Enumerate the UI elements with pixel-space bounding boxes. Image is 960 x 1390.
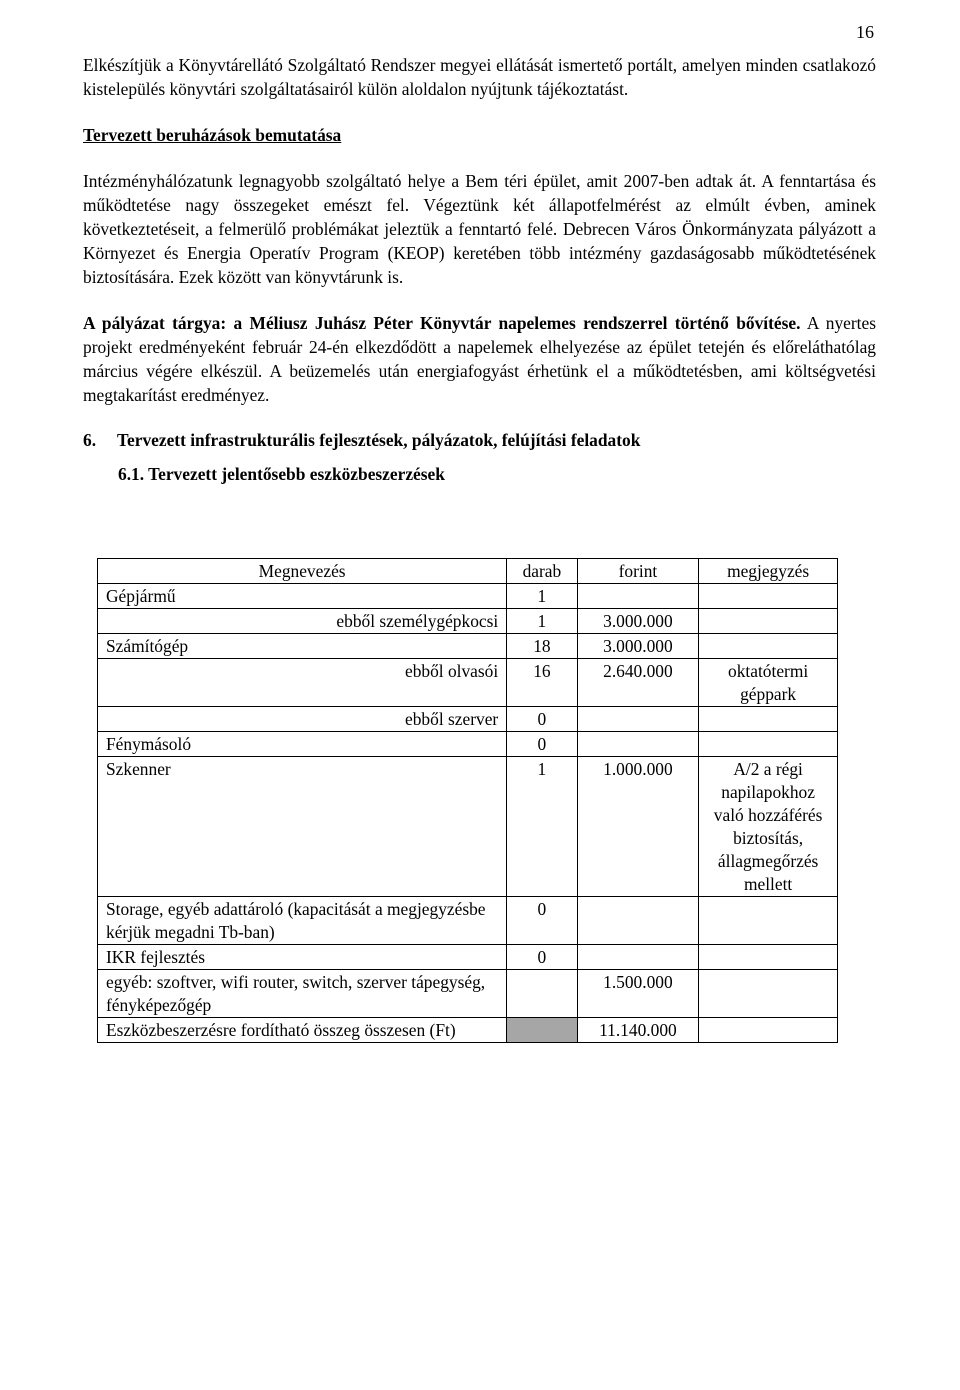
cell-name: Szkenner: [98, 757, 507, 897]
cell-name: Eszközbeszerzésre fordítható összeg összesen (Ft): [98, 1018, 507, 1043]
equipment-table: [97, 558, 838, 1043]
cell-megjegyzes: [699, 1018, 838, 1043]
table-row: [98, 897, 838, 945]
cell-name: ebből személygépkocsi: [98, 609, 507, 634]
cell-darab: 16: [507, 659, 577, 707]
cell-forint: [577, 732, 699, 757]
cell-darab: 0: [507, 945, 577, 970]
table-row: [98, 732, 838, 757]
cell-megjegyzes: [699, 707, 838, 732]
cell-name: Számítógép: [98, 634, 507, 659]
cell-darab: 1: [507, 757, 577, 897]
cell-forint: 3.000.000: [577, 609, 699, 634]
cell-megjegyzes: [699, 945, 838, 970]
cell-name: egyéb: szoftver, wifi router, switch, szerver tápegység, fényképezőgép: [98, 970, 507, 1018]
table-row: [98, 609, 838, 634]
cell-darab-shaded: [507, 1018, 577, 1043]
cell-darab: 0: [507, 732, 577, 757]
table-row: [98, 707, 838, 732]
cell-megjegyzes: A/2 a régi napilapokhoz való hozzáférés biztosítás, állagmegőrzés mellett: [699, 757, 838, 897]
cell-forint: 1.000.000: [577, 757, 699, 897]
cell-megjegyzes: oktatótermi géppark: [699, 659, 838, 707]
cell-name: Fénymásoló: [98, 732, 507, 757]
cell-forint: [577, 897, 699, 945]
cell-darab: [507, 970, 577, 1018]
cell-name: Gépjármű: [98, 584, 507, 609]
cell-name: ebből olvasói: [98, 659, 507, 707]
cell-name: IKR fejlesztés: [98, 945, 507, 970]
page-number: 16: [856, 22, 874, 42]
document-body: [83, 53, 876, 486]
cell-forint: [577, 584, 699, 609]
table-row: [98, 659, 838, 707]
cell-darab: 0: [507, 897, 577, 945]
cell-megjegyzes: [699, 634, 838, 659]
table-row: [98, 634, 838, 659]
cell-forint: 1.500.000: [577, 970, 699, 1018]
table-header-row: [98, 559, 838, 584]
intro-paragraph: Elkészítjük a Könyvtárellátó Szolgáltató Rendszer megyei ellátását ismertető portált, amelyen minden csatlakozó kistelepülés könyvtári szolgáltatásairól külön aloldalon nyújtunk tájékoztatást.: [83, 55, 876, 99]
section-6-heading: [83, 428, 876, 452]
section-6-title: Tervezett infrastrukturális fejlesztések, pályázatok, felújítási feladatok: [117, 430, 641, 450]
table-row: [98, 757, 838, 897]
cell-megjegyzes: [699, 732, 838, 757]
section-heading: Tervezett beruházások bemutatása: [83, 125, 342, 145]
project-description: A nyertes projekt eredményeként február 24-én elkezdődött a napelemek elhelyezése az épület tetején és előreláthatólag március végére elkészül. A beüzemelés után energiafogyást érhetünk el a működtetésben, ami költségvetési megtakarítást eredményez.: [83, 313, 876, 405]
cell-forint: 2.640.000: [577, 659, 699, 707]
table-row: [98, 970, 838, 1018]
cell-megjegyzes: [699, 897, 838, 945]
cell-forint: 3.000.000: [577, 634, 699, 659]
header-megjegyzes: megjegyzés: [699, 559, 838, 584]
cell-megjegyzes: [699, 970, 838, 1018]
section-6-1-heading: 6.1. Tervezett jelentősebb eszközbeszerzések: [118, 464, 445, 484]
table-row: [98, 945, 838, 970]
cell-darab: 1: [507, 609, 577, 634]
header-name: Megnevezés: [98, 559, 507, 584]
paragraph-buildings: Intézményhálózatunk legnagyobb szolgáltató helye a Bem téri épület, amit 2007-ben adtak át. A fenntartása és működtetése nagy összegeket emészt fel. Végeztünk két állapotfelmérést az elmúlt évben, aminek következtetéseit, a felmerülő problémákat jeleztük a fenntartó felé. Debrecen Város Önkormányzata pályázott a Környezet és Energia Operatív Program (KEOP) keretében több intézmény gazdaságosabb működtetésének biztosítására. Ezek között van könyvtárunk is.: [83, 171, 876, 287]
project-subject-bold: A pályázat tárgya: a Méliusz Juhász Péter Könyvtár napelemes rendszerrel történő bővítése.: [83, 313, 801, 333]
cell-forint: [577, 945, 699, 970]
cell-megjegyzes: [699, 609, 838, 634]
cell-forint: 11.140.000: [577, 1018, 699, 1043]
table-total-row: [98, 1018, 838, 1043]
table-row: [98, 584, 838, 609]
cell-name: Storage, egyéb adattároló (kapacitását a megjegyzésbe kérjük megadni Tb-ban): [98, 897, 507, 945]
header-darab: darab: [507, 559, 577, 584]
header-forint: forint: [577, 559, 699, 584]
cell-megjegyzes: [699, 584, 838, 609]
cell-darab: 1: [507, 584, 577, 609]
paragraph-project: [83, 311, 876, 407]
cell-forint: [577, 707, 699, 732]
section-6-number: 6.: [83, 430, 97, 450]
cell-darab: 0: [507, 707, 577, 732]
cell-darab: 18: [507, 634, 577, 659]
cell-name: ebből szerver: [98, 707, 507, 732]
